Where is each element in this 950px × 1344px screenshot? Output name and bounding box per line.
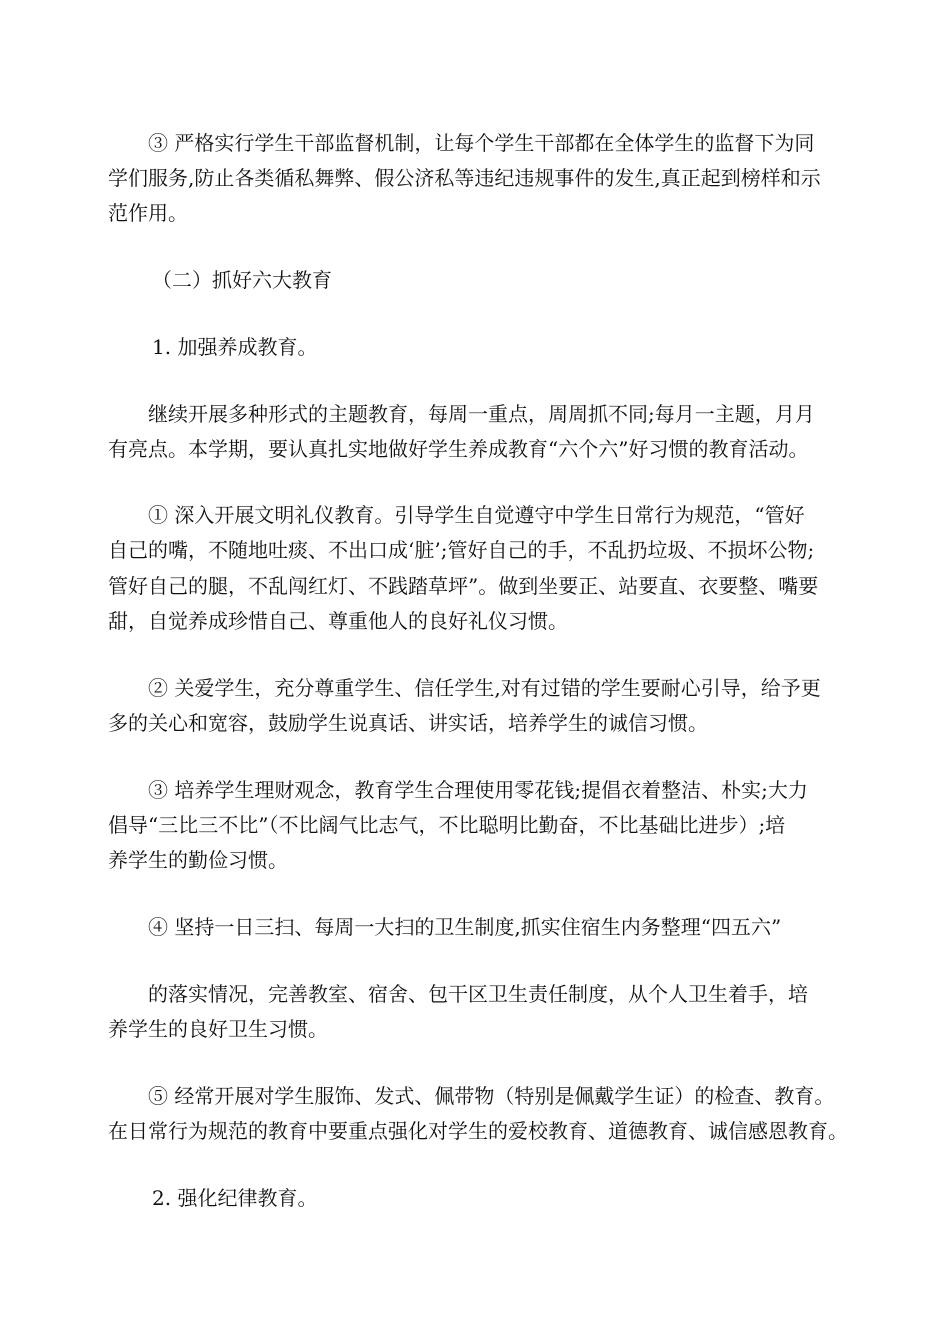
paragraph-line: 甜，自觉养成珍惜自己、尊重他人的良好礼仪习惯。: [108, 609, 568, 633]
paragraph-line: 管好自己的腿，不乱闯红灯、不践踏草坪”。做到坐要正、站要直、衣要整、嘴要: [108, 574, 819, 598]
paragraph-line: ② 关爱学生，充分尊重学生、信任学生,对有过错的学生要耐心引导，给予更: [148, 676, 821, 700]
subsection-heading: 2. 强化纪律教育。: [152, 1186, 318, 1210]
paragraph-line: 养学生的勤俭习惯。: [108, 848, 288, 872]
section-heading: （二）抓好六大教育: [152, 268, 332, 292]
paragraph-line: 倡导“三比三不比”（不比阔气比志气，不比聪明比勤奋，不比基础比进步）;培: [108, 813, 786, 837]
paragraph-line: 多的关心和宽容，鼓励学生说真话、讲实话，培养学生的诚信习惯。: [108, 711, 708, 735]
paragraph-line: 继续开展多种形式的主题教育，每周一重点，周周抓不同;每月一主题，月月: [148, 402, 815, 426]
paragraph-line: 的落实情况，完善教室、宿舍、包干区卫生责任制度，从个人卫生着手，培: [148, 982, 808, 1006]
paragraph-line: 范作用。: [108, 201, 188, 225]
paragraph-line: 养学生的良好卫生习惯。: [108, 1017, 328, 1041]
paragraph-line: 有亮点。本学期，要认真扎实地做好学生养成教育“六个六”好习惯的教育活动。: [108, 437, 809, 461]
paragraph-line: 自己的嘴，不随地吐痰、不出口成‘脏’;管好自己的手，不乱扔垃圾、不损坏公物;: [108, 538, 815, 562]
paragraph-line: ⑤ 经常开展对学生服饰、发式、佩带物（特别是佩戴学生证）的检查、教育。: [148, 1084, 835, 1108]
paragraph-line: 在日常行为规范的教育中要重点强化对学生的爱校教育、道德教育、诚信感恩教育。: [108, 1119, 848, 1143]
subsection-heading: 1. 加强养成教育。: [152, 335, 318, 359]
paragraph-line: ① 深入开展文明礼仪教育。引导学生自觉遵守中学生日常行为规范，“管好: [148, 503, 805, 527]
paragraph-line: ④ 坚持一日三扫、每周一大扫的卫生制度,抓实住宿生内务整理“四五六”: [148, 915, 782, 939]
paragraph-line: 学们服务,防止各类循私舞弊、假公济私等违纪违规事件的发生,真正起到榜样和示: [108, 166, 821, 190]
paragraph-line: ③ 培养学生理财观念，教育学生合理使用零花钱;提倡衣着整洁、朴实;大力: [148, 778, 808, 802]
paragraph-line: ③ 严格实行学生干部监督机制，让每个学生干部都在全体学生的监督下为同: [148, 131, 815, 155]
